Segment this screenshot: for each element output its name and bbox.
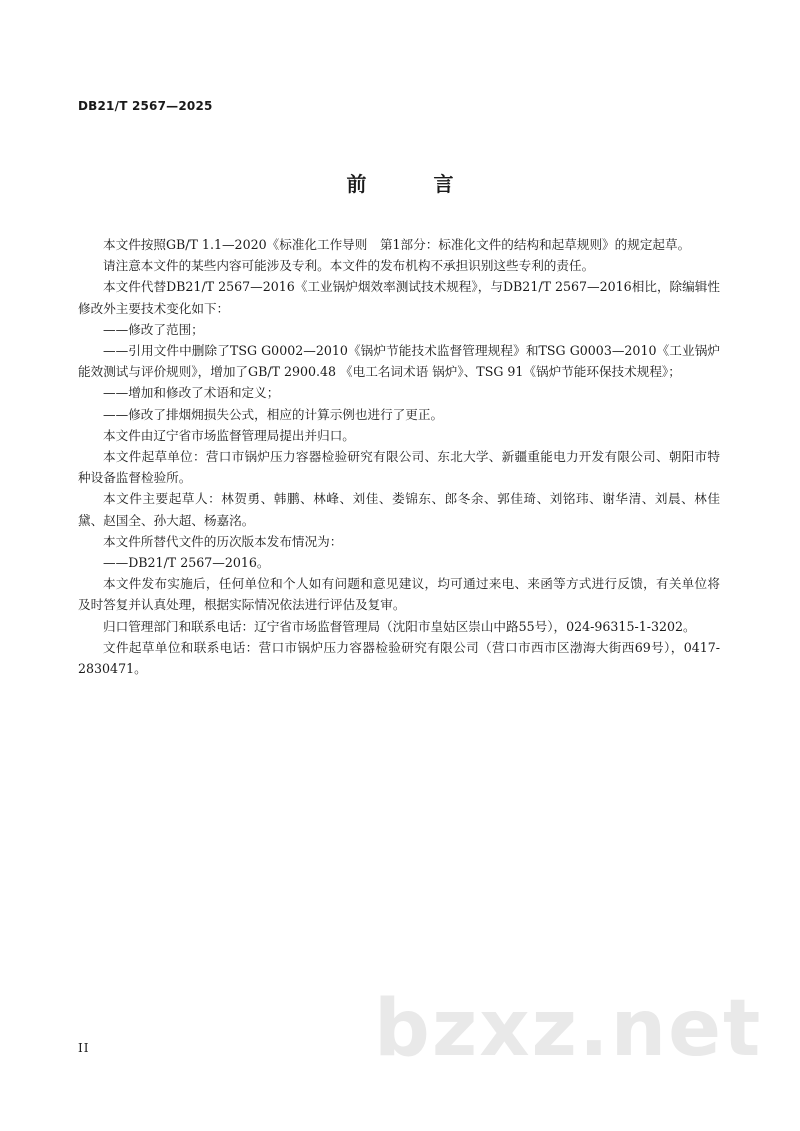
paragraph: 本文件起草单位：营口市锅炉压力容器检验研究有限公司、东北大学、新疆重能电力开发有限公司、朝阳市特种设备监督检验所。 — [78, 449, 720, 486]
list-item: ——修改了排烟㶲损失公式，相应的计算示例也进行了更正。 — [103, 406, 444, 422]
list-item: ——修改了范围； — [103, 321, 204, 337]
list-item: ——增加和修改了术语和定义； — [103, 385, 280, 401]
paragraph: 本文件发布实施后，任何单位和个人如有问题和意见建议，均可通过来电、来函等方式进行反馈，有关单位将及时答复并认真处理，根据实际情况依法进行评估及复审。 — [78, 576, 720, 613]
paragraph: 文件起草单位和联系电话：营口市锅炉压力容器检验研究有限公司（营口市西市区渤海大街西69号），0417-2830471。 — [78, 639, 720, 677]
page-number: II — [78, 1041, 90, 1055]
foreword-body — [78, 234, 720, 679]
paragraph: 本文件代替DB21/T 2567—2016《工业锅炉烟效率测试技术规程》，与DB21/T 2567—2016相比，除编辑性修改外主要技术变化如下： — [78, 279, 720, 316]
paragraph: 本文件按照GB/T 1.1—2020《标准化工作导则 第1部分：标准化文件的结构和起草规则》的规定起草。 — [103, 237, 691, 252]
document-code: DB21/T 2567—2025 — [78, 99, 213, 113]
paragraph: 本文件由辽宁省市场监督管理局提出并归口。 — [103, 427, 355, 443]
paragraph: 本文件所替代文件的历次版本发布情况为： — [103, 533, 343, 549]
paragraph: 本文件主要起草人：林贺勇、韩鹏、林峰、刘佳、娄锦东、郎冬余、郭佳琦、刘铭玮、谢华清、刘晨、林佳黛、赵国全、孙大超、杨嘉洺。 — [78, 491, 720, 528]
paragraph: 归口管理部门和联系电话：辽宁省市场监督管理局（沈阳市皇姑区崇山中路55号），024-96315-1-3202。 — [103, 618, 696, 634]
list-item: ——DB21/T 2567—2016。 — [103, 555, 270, 571]
list-item: ——引用文件中删除了TSG G0002—2010《锅炉节能技术监督管理规程》和TSG G0003—2010《工业锅炉能效测试与评价规则》，增加了GB/T 2900.48 《电工名词术语 锅炉》、TSG 91《锅炉节能环保技术规程》； — [78, 343, 720, 380]
watermark: bzxz.net — [374, 984, 763, 1074]
paragraph: 请注意本文件的某些内容可能涉及专利。本文件的发布机构不承担识别这些专利的责任。 — [103, 258, 595, 274]
section-title: 前 言 — [346, 172, 484, 196]
